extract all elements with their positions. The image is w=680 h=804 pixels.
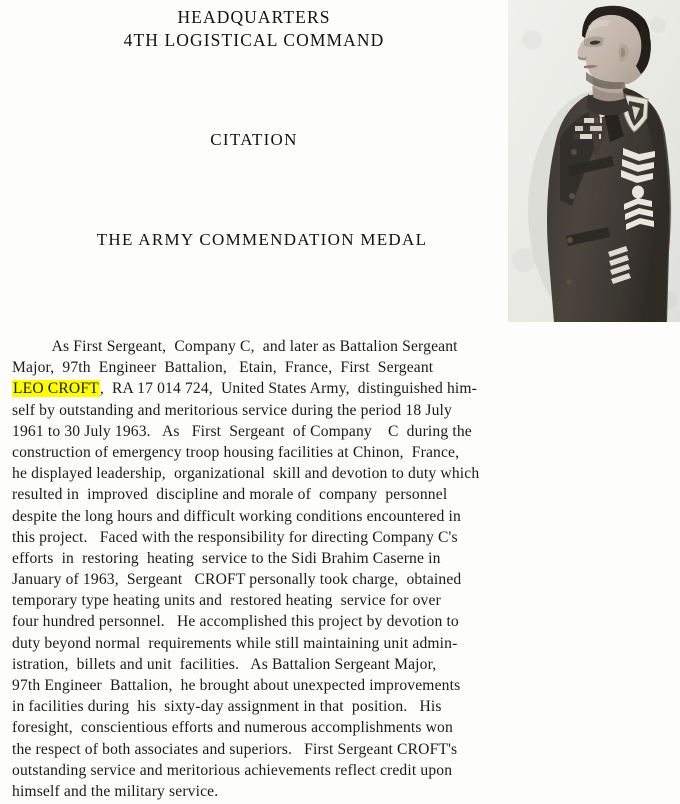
citation-line: efforts in restoring heating service to the Sidi Brahim Caserne in — [12, 549, 441, 567]
citation-line: despite the long hours and difficult working conditions encountered in — [12, 507, 461, 525]
citation-line: this project. Faced with the responsibility for directing Company C's — [12, 528, 458, 546]
citation-line: himself and the military service. — [12, 782, 219, 800]
citation-line: outstanding service and meritorious achievements reflect credit upon — [12, 761, 453, 779]
citation-line: self by outstanding and meritorious service during the period 18 July — [12, 401, 452, 419]
citation-line: foresight, conscientious efforts and numerous accomplishments won — [12, 719, 453, 737]
citation-line: in facilities during his sixty-day assignment in that position. His — [12, 698, 442, 716]
citation-line: 1961 to 30 July 1963. As First Sergeant of Company C during the — [12, 422, 472, 440]
citation-line: 97th Engineer Battalion, he brought about unexpected improvements — [12, 677, 461, 694]
citation-line: the respect of both associates and superiors. First Sergeant CROFT's — [12, 740, 458, 758]
citation-line: Major, 97th Engineer Battalion, Etain, France, First Sergeant — [12, 359, 434, 377]
citation-line: As First Sergeant, Company C, and later as Battalion Sergeant — [12, 338, 458, 355]
citation-line: construction of emergency troop housing facilities at Chinon, France, — [12, 443, 460, 461]
citation-line: January of 1963, Sergeant CROFT personally took charge, obtained — [12, 571, 462, 589]
citation-line: temporary type heating units and restored heating service for over — [12, 592, 441, 610]
award-title-heading: THE ARMY COMMENDATION MEDAL — [96, 230, 428, 249]
citation-line: istration, billets and unit facilities. As Battalion Sergeant Major, — [12, 655, 437, 673]
citation-line: duty beyond normal requirements while still maintaining unit admin- — [12, 634, 458, 652]
citation-body — [12, 336, 670, 802]
soldier-photograph — [508, 0, 680, 322]
header-line-2: 4TH LOGISTICAL COMMAND — [123, 30, 385, 50]
document-header — [0, 6, 508, 52]
citation-line: four hundred personnel. He accomplished this project by devotion to — [12, 613, 459, 631]
citation-heading: CITATION — [210, 130, 298, 149]
highlighted-recipient-name: LEO CROFT — [13, 380, 99, 398]
citation-line: LEO CROFT, RA 17 014 724, United States Army, distinguished him- — [13, 380, 477, 398]
citation-line: resulted in improved discipline and morale of company personnel — [12, 486, 448, 504]
header-line-1: HEADQUARTERS — [177, 7, 331, 27]
citation-line: he displayed leadership, organizational skill and devotion to duty which — [12, 465, 480, 483]
